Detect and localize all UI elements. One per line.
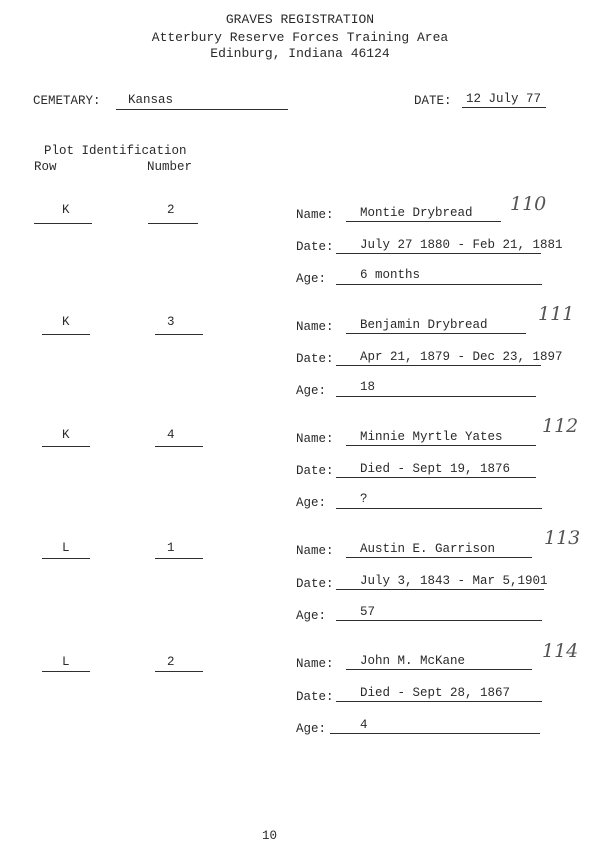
entry-number: 2 xyxy=(167,203,175,217)
entry-date: Died - Sept 19, 1876 xyxy=(360,462,511,476)
entry-row: L xyxy=(62,541,70,555)
age-label: Age: xyxy=(296,609,327,623)
entry-age: 18 xyxy=(360,380,376,394)
date-row-underline xyxy=(336,253,541,254)
entry-name: Minnie Myrtle Yates xyxy=(360,430,503,444)
date-row-underline xyxy=(336,477,536,478)
name-label: Name: xyxy=(296,657,334,671)
entry-name: John M. McKane xyxy=(360,654,466,668)
age-underline xyxy=(330,733,540,734)
date-row-label: Date: xyxy=(296,240,334,254)
name-underline xyxy=(346,221,501,222)
age-underline xyxy=(336,620,542,621)
entry-date: July 27 1880 - Feb 21, 1881 xyxy=(360,238,563,252)
age-label: Age: xyxy=(296,272,327,286)
name-underline xyxy=(346,669,532,670)
age-label: Age: xyxy=(296,722,327,736)
row-underline xyxy=(42,671,90,672)
number-column-label: Number xyxy=(147,160,193,174)
entry-row: K xyxy=(62,203,70,217)
entry-age: 57 xyxy=(360,605,376,619)
entry-number: 3 xyxy=(167,315,175,329)
row-underline xyxy=(42,558,90,559)
entry-number: 1 xyxy=(167,541,175,555)
entry-name: Montie Drybread xyxy=(360,206,473,220)
handwritten-number: 112 xyxy=(542,415,579,437)
date-label: DATE: xyxy=(414,94,452,108)
entry-date: July 3, 1843 - Mar 5,1901 xyxy=(360,574,548,588)
handwritten-number: 111 xyxy=(538,303,575,325)
name-label: Name: xyxy=(296,208,334,222)
row-underline xyxy=(42,446,90,447)
age-underline xyxy=(336,396,536,397)
entry-date: Apr 21, 1879 - Dec 23, 1897 xyxy=(360,350,563,364)
entry-date: Died - Sept 28, 1867 xyxy=(360,686,511,700)
entry-name: Benjamin Drybread xyxy=(360,318,488,332)
date-row-label: Date: xyxy=(296,690,334,704)
age-label: Age: xyxy=(296,496,327,510)
age-underline xyxy=(336,284,542,285)
date-row-label: Date: xyxy=(296,577,334,591)
entry-age: ? xyxy=(360,492,368,506)
page-number: 10 xyxy=(262,829,278,843)
name-label: Name: xyxy=(296,320,334,334)
number-underline xyxy=(148,223,198,224)
age-label: Age: xyxy=(296,384,327,398)
age-underline xyxy=(336,508,542,509)
date-row-underline xyxy=(336,365,541,366)
handwritten-number: 114 xyxy=(542,640,579,662)
form-subtitle: Atterbury Reserve Forces Training Area xyxy=(151,30,449,45)
date-row-label: Date: xyxy=(296,352,334,366)
cemetery-label: CEMETARY: xyxy=(33,94,101,108)
row-underline xyxy=(42,334,90,335)
form-title: GRAVES REGISTRATION xyxy=(225,12,375,27)
handwritten-number: 113 xyxy=(544,527,581,549)
handwritten-number: 110 xyxy=(510,193,547,215)
name-label: Name: xyxy=(296,544,334,558)
plot-identification-title: Plot Identification xyxy=(44,144,187,158)
cemetery-underline xyxy=(116,109,288,110)
row-column-label: Row xyxy=(34,160,57,174)
entry-name: Austin E. Garrison xyxy=(360,542,496,556)
entry-row: K xyxy=(62,315,70,329)
entry-number: 2 xyxy=(167,655,175,669)
number-underline xyxy=(155,446,203,447)
number-underline xyxy=(155,671,203,672)
date-value: 12 July 77 xyxy=(466,92,542,106)
date-row-label: Date: xyxy=(296,464,334,478)
name-label: Name: xyxy=(296,432,334,446)
entry-age: 4 xyxy=(360,718,368,732)
date-row-underline xyxy=(336,701,542,702)
name-underline xyxy=(346,333,526,334)
cemetery-value: Kansas xyxy=(128,93,174,107)
date-row-underline xyxy=(336,589,544,590)
number-underline xyxy=(155,334,203,335)
name-underline xyxy=(346,557,532,558)
row-underline xyxy=(34,223,92,224)
entry-number: 4 xyxy=(167,428,175,442)
entry-age: 6 months xyxy=(360,268,421,282)
entry-row: L xyxy=(62,655,70,669)
date-underline xyxy=(462,107,546,108)
form-location: Edinburg, Indiana 46124 xyxy=(210,46,390,61)
entry-row: K xyxy=(62,428,70,442)
name-underline xyxy=(346,445,536,446)
number-underline xyxy=(155,558,203,559)
